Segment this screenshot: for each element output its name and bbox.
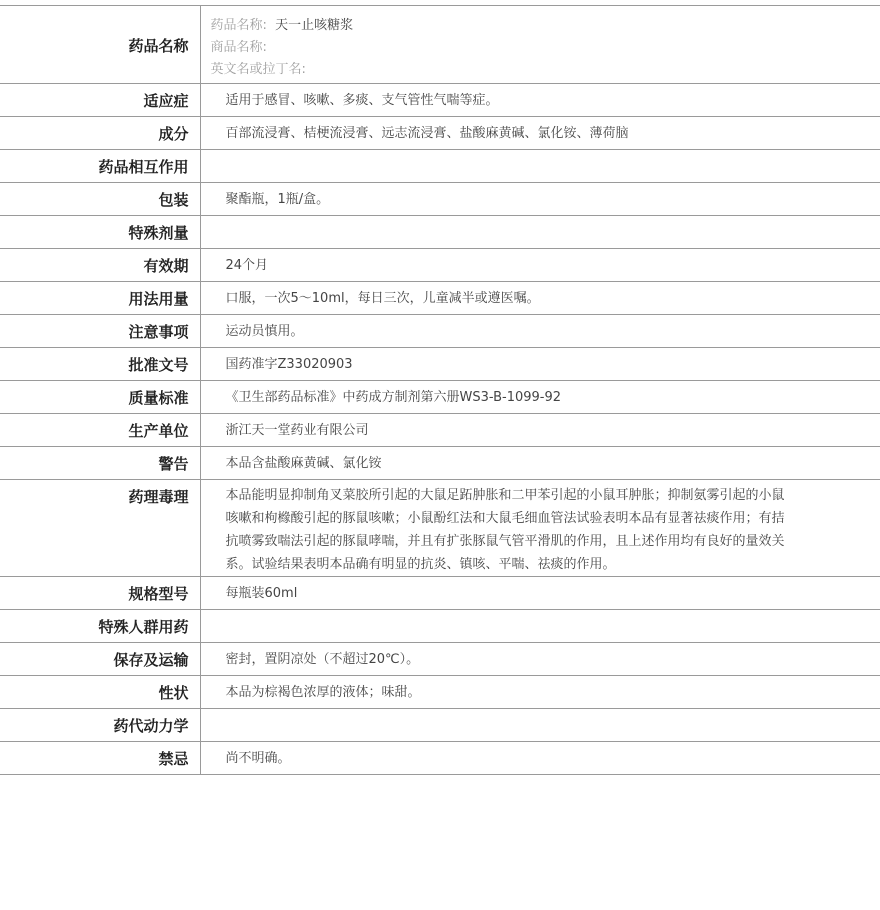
row-value: 《卫生部药品标准》中药成方制剂第六册WS3-B-1099-92	[200, 381, 880, 414]
row-value: 运动员慎用。	[200, 315, 880, 348]
row-label: 药代动力学	[0, 709, 200, 742]
english-name-key: 英文名或拉丁名:	[210, 62, 306, 77]
precautions-row	[0, 315, 880, 348]
row-value: 适用于感冒、咳嗽、多痰、支气管性气喘等症。	[200, 84, 880, 117]
row-value: 24个月	[200, 249, 880, 282]
manufacturer-row	[0, 414, 880, 447]
drug-spec-table	[0, 5, 880, 775]
row-label: 特殊剂量	[0, 216, 200, 249]
pharmacology-row	[0, 480, 880, 577]
row-label: 用法用量	[0, 282, 200, 315]
row-label: 药理毒理	[0, 480, 200, 577]
approval-number-row	[0, 348, 880, 381]
row-label: 成分	[0, 117, 200, 150]
row-value: 尚不明确。	[200, 742, 880, 775]
row-value: 聚酯瓶，1瓶/盒。	[200, 183, 880, 216]
trade-name-line	[211, 37, 880, 59]
row-label: 包装	[0, 183, 200, 216]
row-value: 本品能明显抑制角叉菜胶所引起的大鼠足跖肿胀和二甲苯引起的小鼠耳肿胀；抑制氨雾引起的小鼠咳嗽和枸橼酸引起的豚鼠咳嗽；小鼠酚红法和大鼠毛细血管法试验表明本品有显著祛痰作用；有拮抗喷雾致喘法引起的豚鼠哮喘，并且有扩张豚鼠气管平滑肌的作用，且上述作用均有良好的量效关系。试验结果表明本品确有明显的抗炎、镇咳、平喘、祛痰的作用。	[200, 480, 880, 577]
row-label: 药品相互作用	[0, 150, 200, 183]
row-label: 注意事项	[0, 315, 200, 348]
contraindications-row	[0, 742, 880, 775]
shelf-life-row	[0, 249, 880, 282]
row-value: 百部流浸膏、桔梗流浸膏、远志流浸膏、盐酸麻黄碱、氯化铵、薄荷脑	[200, 117, 880, 150]
storage-row	[0, 643, 880, 676]
row-label: 保存及运输	[0, 643, 200, 676]
generic-name-key: 药品名称:	[210, 18, 267, 33]
row-label: 质量标准	[0, 381, 200, 414]
row-label: 适应症	[0, 84, 200, 117]
row-label: 批准文号	[0, 348, 200, 381]
dosage-row	[0, 282, 880, 315]
ingredients-row	[0, 117, 880, 150]
warning-row	[0, 447, 880, 480]
row-value: 国药准字Z33020903	[200, 348, 880, 381]
specification-row	[0, 577, 880, 610]
row-label: 特殊人群用药	[0, 610, 200, 643]
row-value: 每瓶装60ml	[200, 577, 880, 610]
quality-standard-row	[0, 381, 880, 414]
row-label: 有效期	[0, 249, 200, 282]
row-value: 密封，置阴凉处（不超过20℃）。	[200, 643, 880, 676]
indications-row	[0, 84, 880, 117]
trade-name-key: 商品名称:	[210, 40, 267, 55]
special-dosage-row	[0, 216, 880, 249]
row-value	[200, 216, 880, 249]
pharmacokinetics-row	[0, 709, 880, 742]
english-name-line	[211, 59, 880, 81]
interactions-row	[0, 150, 880, 183]
row-value: 口服，一次5～10ml，每日三次，儿童减半或遵医嘱。	[200, 282, 880, 315]
row-value: 本品为棕褐色浓厚的液体；味甜。	[200, 676, 880, 709]
special-population-row	[0, 610, 880, 643]
row-label: 警告	[0, 447, 200, 480]
row-value: 本品含盐酸麻黄碱、氯化铵	[200, 447, 880, 480]
row-value: 浙江天一堂药业有限公司	[200, 414, 880, 447]
row-value	[200, 150, 880, 183]
row-label: 规格型号	[0, 577, 200, 610]
packaging-row	[0, 183, 880, 216]
row-value	[200, 709, 880, 742]
drug-name-row	[0, 6, 880, 84]
drug-name-cell	[200, 6, 880, 84]
appearance-row	[0, 676, 880, 709]
row-label: 生产单位	[0, 414, 200, 447]
row-value	[200, 610, 880, 643]
generic-name-value: 天一止咳糖浆	[275, 18, 354, 33]
row-label: 性状	[0, 676, 200, 709]
row-label: 药品名称	[0, 6, 200, 84]
generic-name-line	[211, 15, 880, 37]
row-label: 禁忌	[0, 742, 200, 775]
